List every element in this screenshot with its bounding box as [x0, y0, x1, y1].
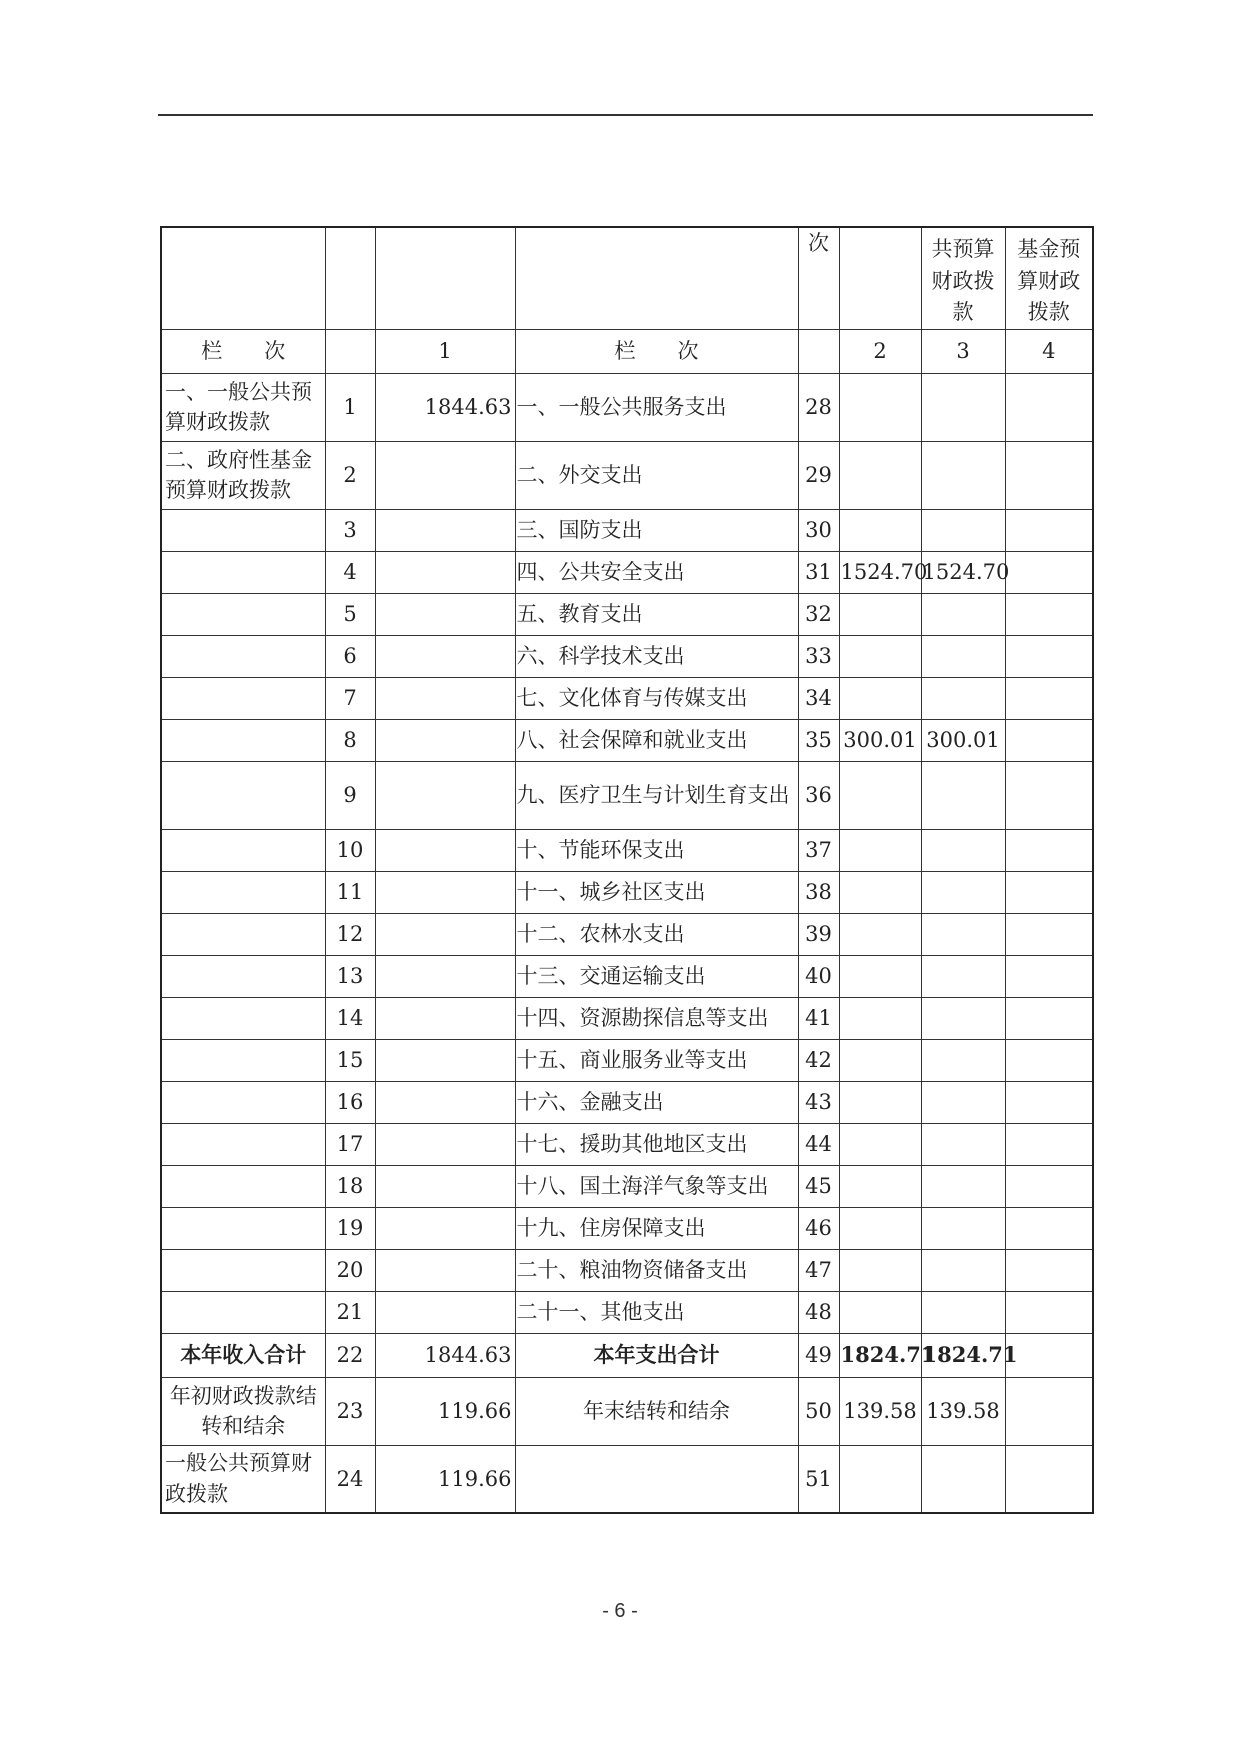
expense-fund-budget	[1005, 1123, 1093, 1165]
income-item	[161, 635, 325, 677]
expense-item: 二、外交支出	[515, 441, 798, 509]
income-amount	[375, 955, 515, 997]
expense-item: 十七、援助其他地区支出	[515, 1123, 798, 1165]
income-item	[161, 761, 325, 829]
table-row	[161, 1123, 1093, 1165]
expense-general-budget: 1824.71	[921, 1333, 1005, 1377]
expense-item: 一、一般公共服务支出	[515, 373, 798, 441]
expense-total	[839, 913, 921, 955]
expense-total	[839, 871, 921, 913]
expense-fund-budget	[1005, 1249, 1093, 1291]
table-row	[161, 1249, 1093, 1291]
expense-label: 本年支出合计	[515, 1333, 798, 1377]
income-amount	[375, 1249, 515, 1291]
expense-no: 42	[798, 1039, 839, 1081]
income-item	[161, 551, 325, 593]
income-amount	[375, 635, 515, 677]
expense-item: 六、科学技术支出	[515, 635, 798, 677]
income-amount	[375, 997, 515, 1039]
expense-item: 二十一、其他支出	[515, 1291, 798, 1333]
expense-no: 39	[798, 913, 839, 955]
income-item	[161, 1039, 325, 1081]
expense-general-budget	[921, 871, 1005, 913]
expense-item: 十八、国土海洋气象等支出	[515, 1165, 798, 1207]
income-item	[161, 1165, 325, 1207]
expense-general-budget: 139.58	[921, 1377, 1005, 1445]
expense-item: 十一、城乡社区支出	[515, 871, 798, 913]
expense-fund-budget	[1005, 551, 1093, 593]
carryover-row	[161, 1377, 1093, 1445]
expense-total: 139.58	[839, 1377, 921, 1445]
table-row	[161, 997, 1093, 1039]
expense-fund-budget	[1005, 1081, 1093, 1123]
expense-fund-budget	[1005, 593, 1093, 635]
expense-general-budget	[921, 1249, 1005, 1291]
expense-total: 1824.71	[839, 1333, 921, 1377]
table-row	[161, 1081, 1093, 1123]
income-no: 23	[325, 1377, 375, 1445]
budget-table	[160, 226, 1094, 1514]
income-amount	[375, 1081, 515, 1123]
expense-item: 九、医疗卫生与计划生育支出	[515, 761, 798, 829]
header-rule	[158, 114, 1093, 116]
income-no: 22	[325, 1333, 375, 1377]
expense-general-budget	[921, 373, 1005, 441]
income-no: 16	[325, 1081, 375, 1123]
income-item	[161, 1207, 325, 1249]
table-row	[161, 871, 1093, 913]
table-row	[161, 913, 1093, 955]
expense-no: 30	[798, 509, 839, 551]
income-no: 6	[325, 635, 375, 677]
income-amount	[375, 871, 515, 913]
income-item	[161, 677, 325, 719]
expense-general-budget	[921, 441, 1005, 509]
income-item	[161, 871, 325, 913]
income-item	[161, 1291, 325, 1333]
expense-general-budget	[921, 677, 1005, 719]
expense-total	[839, 593, 921, 635]
expense-item: 三、国防支出	[515, 509, 798, 551]
expense-item: 七、文化体育与传媒支出	[515, 677, 798, 719]
expense-total	[839, 1291, 921, 1333]
income-amount: 1844.63	[375, 373, 515, 441]
header-cell	[161, 227, 325, 329]
income-no: 11	[325, 871, 375, 913]
income-amount	[375, 1207, 515, 1249]
income-no: 15	[325, 1039, 375, 1081]
expense-label: 年末结转和结余	[515, 1377, 798, 1445]
expense-general-budget	[921, 635, 1005, 677]
expense-no: 49	[798, 1333, 839, 1377]
expense-fund-budget	[1005, 1291, 1093, 1333]
income-amount	[375, 829, 515, 871]
expense-total	[839, 1123, 921, 1165]
expense-general-budget	[921, 509, 1005, 551]
income-amount	[375, 677, 515, 719]
expense-general-budget	[921, 761, 1005, 829]
expense-total	[839, 441, 921, 509]
expense-fund-budget	[1005, 1207, 1093, 1249]
table-row	[161, 955, 1093, 997]
expense-total	[839, 509, 921, 551]
column-label-1: 1	[375, 329, 515, 373]
column-label-row	[161, 329, 1093, 373]
income-amount	[375, 1291, 515, 1333]
expense-no: 29	[798, 441, 839, 509]
income-no: 2	[325, 441, 375, 509]
income-no: 12	[325, 913, 375, 955]
expense-fund-budget	[1005, 955, 1093, 997]
expense-no: 38	[798, 871, 839, 913]
income-amount	[375, 913, 515, 955]
income-item: 二、政府性基金预算财政拨款	[161, 441, 325, 509]
column-label-4: 4	[1005, 329, 1093, 373]
income-no: 21	[325, 1291, 375, 1333]
income-no: 14	[325, 997, 375, 1039]
expense-general-budget	[921, 1291, 1005, 1333]
table-row	[161, 829, 1093, 871]
expense-fund-budget	[1005, 871, 1093, 913]
expense-item: 十四、资源勘探信息等支出	[515, 997, 798, 1039]
expense-general-budget	[921, 1123, 1005, 1165]
expense-item: 十三、交通运输支出	[515, 955, 798, 997]
income-item	[161, 913, 325, 955]
expense-general-budget	[921, 955, 1005, 997]
header-general-budget: 共预算财政拨款	[921, 227, 1005, 329]
expense-general-budget: 1524.70	[921, 551, 1005, 593]
income-no: 9	[325, 761, 375, 829]
header-ci-cell: 次	[798, 227, 839, 329]
income-item	[161, 1123, 325, 1165]
income-amount	[375, 551, 515, 593]
general-carryover-row	[161, 1445, 1093, 1513]
income-item	[161, 593, 325, 635]
column-label-cell	[798, 329, 839, 373]
header-cell	[839, 227, 921, 329]
expense-total	[839, 1081, 921, 1123]
income-item	[161, 1081, 325, 1123]
expense-item: 十、节能环保支出	[515, 829, 798, 871]
expense-fund-budget	[1005, 1333, 1093, 1377]
income-amount	[375, 509, 515, 551]
income-amount	[375, 1039, 515, 1081]
expense-no: 32	[798, 593, 839, 635]
income-item	[161, 997, 325, 1039]
column-label-2: 2	[839, 329, 921, 373]
expense-general-budget	[921, 913, 1005, 955]
income-amount	[375, 593, 515, 635]
income-no: 10	[325, 829, 375, 871]
header-cell	[325, 227, 375, 329]
expense-general-budget	[921, 1165, 1005, 1207]
table-row	[161, 1039, 1093, 1081]
expense-fund-budget	[1005, 1377, 1093, 1445]
expense-item: 八、社会保障和就业支出	[515, 719, 798, 761]
income-item	[161, 509, 325, 551]
expense-no: 45	[798, 1165, 839, 1207]
expense-no: 36	[798, 761, 839, 829]
expense-item: 十二、农林水支出	[515, 913, 798, 955]
header-cell	[515, 227, 798, 329]
income-amount	[375, 761, 515, 829]
expense-no: 50	[798, 1377, 839, 1445]
income-amount: 119.66	[375, 1445, 515, 1513]
income-amount: 119.66	[375, 1377, 515, 1445]
expense-fund-budget	[1005, 997, 1093, 1039]
income-no: 20	[325, 1249, 375, 1291]
income-amount	[375, 1123, 515, 1165]
expense-total	[839, 829, 921, 871]
expense-no: 47	[798, 1249, 839, 1291]
expense-item: 五、教育支出	[515, 593, 798, 635]
expense-no: 43	[798, 1081, 839, 1123]
income-no: 18	[325, 1165, 375, 1207]
income-no: 5	[325, 593, 375, 635]
income-item	[161, 719, 325, 761]
left-column-label: 栏 次	[161, 329, 325, 373]
expense-fund-budget	[1005, 761, 1093, 829]
table-row	[161, 761, 1093, 829]
expense-no: 40	[798, 955, 839, 997]
expense-fund-budget	[1005, 1165, 1093, 1207]
expense-no: 33	[798, 635, 839, 677]
income-amount	[375, 1165, 515, 1207]
expense-total	[839, 1207, 921, 1249]
expense-general-budget	[921, 1445, 1005, 1513]
income-amount	[375, 441, 515, 509]
expense-no: 46	[798, 1207, 839, 1249]
expense-total	[839, 635, 921, 677]
expense-fund-budget	[1005, 913, 1093, 955]
expense-item: 十九、住房保障支出	[515, 1207, 798, 1249]
income-amount	[375, 719, 515, 761]
expense-total	[839, 997, 921, 1039]
page-number: - 6 -	[602, 1600, 638, 1622]
income-no: 24	[325, 1445, 375, 1513]
expense-label	[515, 1445, 798, 1513]
expense-total: 1524.70	[839, 551, 921, 593]
header-cell	[375, 227, 515, 329]
income-no: 19	[325, 1207, 375, 1249]
income-item	[161, 955, 325, 997]
income-label: 一般公共预算财政拨款	[161, 1445, 325, 1513]
table-row	[161, 593, 1093, 635]
expense-total	[839, 1249, 921, 1291]
expense-general-budget	[921, 1039, 1005, 1081]
income-no: 4	[325, 551, 375, 593]
expense-fund-budget	[1005, 829, 1093, 871]
expense-no: 41	[798, 997, 839, 1039]
table-row	[161, 677, 1093, 719]
right-column-label: 栏 次	[515, 329, 798, 373]
expense-fund-budget	[1005, 677, 1093, 719]
expense-total	[839, 677, 921, 719]
table-row	[161, 1291, 1093, 1333]
expense-fund-budget	[1005, 373, 1093, 441]
expense-no: 35	[798, 719, 839, 761]
expense-total: 300.01	[839, 719, 921, 761]
expense-total	[839, 1165, 921, 1207]
income-no: 13	[325, 955, 375, 997]
table-row	[161, 551, 1093, 593]
income-item	[161, 829, 325, 871]
expense-total	[839, 1445, 921, 1513]
totals-row	[161, 1333, 1093, 1377]
expense-general-budget: 300.01	[921, 719, 1005, 761]
table-row	[161, 1165, 1093, 1207]
expense-total	[839, 955, 921, 997]
income-no: 1	[325, 373, 375, 441]
expense-general-budget	[921, 1081, 1005, 1123]
table-row	[161, 1207, 1093, 1249]
table-row	[161, 635, 1093, 677]
expense-fund-budget	[1005, 719, 1093, 761]
income-no: 8	[325, 719, 375, 761]
expense-item: 十五、商业服务业等支出	[515, 1039, 798, 1081]
expense-total	[839, 1039, 921, 1081]
expense-no: 44	[798, 1123, 839, 1165]
expense-fund-budget	[1005, 1039, 1093, 1081]
income-no: 17	[325, 1123, 375, 1165]
expense-item: 四、公共安全支出	[515, 551, 798, 593]
header-fund-budget: 基金预算财政拨款	[1005, 227, 1093, 329]
expense-total	[839, 373, 921, 441]
table-row	[161, 719, 1093, 761]
income-amount: 1844.63	[375, 1333, 515, 1377]
column-label-cell	[325, 329, 375, 373]
table-row	[161, 441, 1093, 509]
expense-item: 二十、粮油物资储备支出	[515, 1249, 798, 1291]
expense-no: 51	[798, 1445, 839, 1513]
expense-general-budget	[921, 997, 1005, 1039]
table-row	[161, 373, 1093, 441]
expense-general-budget	[921, 829, 1005, 871]
income-item	[161, 1249, 325, 1291]
expense-fund-budget	[1005, 441, 1093, 509]
income-item: 一、一般公共预算财政拨款	[161, 373, 325, 441]
income-label: 年初财政拨款结转和结余	[161, 1377, 325, 1445]
column-label-3: 3	[921, 329, 1005, 373]
income-no: 3	[325, 509, 375, 551]
header-row	[161, 227, 1093, 329]
expense-no: 34	[798, 677, 839, 719]
expense-fund-budget	[1005, 509, 1093, 551]
expense-no: 48	[798, 1291, 839, 1333]
table-row	[161, 509, 1093, 551]
expense-no: 28	[798, 373, 839, 441]
expense-fund-budget	[1005, 1445, 1093, 1513]
expense-general-budget	[921, 593, 1005, 635]
income-no: 7	[325, 677, 375, 719]
income-label: 本年收入合计	[161, 1333, 325, 1377]
expense-general-budget	[921, 1207, 1005, 1249]
expense-item: 十六、金融支出	[515, 1081, 798, 1123]
expense-total	[839, 761, 921, 829]
expense-fund-budget	[1005, 635, 1093, 677]
expense-no: 31	[798, 551, 839, 593]
expense-no: 37	[798, 829, 839, 871]
